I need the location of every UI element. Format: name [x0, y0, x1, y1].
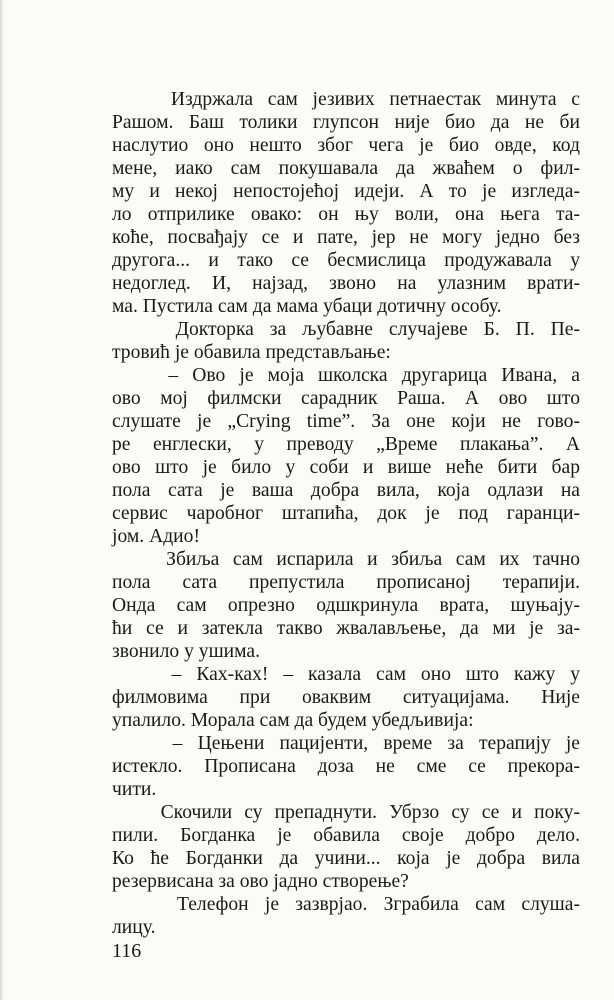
- text-line: коће, посвађају се и пате, јер не могу једно без: [112, 227, 580, 248]
- text-line: Докторка за љубавне случајеве Б. П. Пе-: [112, 319, 580, 340]
- text-line: Онда сам опрезно одшкринула врата, шуњају-: [112, 595, 580, 616]
- text-line: ло отприлике овако: он њу воли, она њега та-: [112, 204, 580, 225]
- text-line: ово што је било у соби и више неће бити бар: [112, 457, 580, 478]
- text-line: мене, иако сам покушавала да жваћем о фил-: [112, 158, 580, 179]
- text-line: филмовима при оваквим ситуацијама. Није: [112, 687, 580, 708]
- text-line: – Ках-ках! – казала сам оно што кажу у: [112, 664, 580, 685]
- text-line: Скочили су препаднути. Убрзо су се и поку-: [112, 802, 580, 823]
- text-line: чити.: [112, 779, 157, 800]
- text-line: резервисана за ово јадно створење?: [112, 871, 409, 892]
- text-line: јом. Адио!: [112, 526, 200, 547]
- text-line: ово мој филмски сарадник Раша. А ово што: [112, 388, 580, 409]
- page-number: 116: [112, 940, 142, 962]
- text-line: звонило у ушима.: [112, 641, 261, 662]
- text-line: Рашом. Баш толики глупсон није био да не би: [112, 112, 580, 133]
- text-line: ре енглески, у преводу „Време плакања”. А: [112, 434, 580, 455]
- text-line: пола сата је ваша добра вила, која одлази на: [112, 480, 580, 501]
- body-text: [112, 88, 580, 939]
- text-line: пили. Богданка је обавила своје добро дело.: [112, 825, 580, 846]
- text-line: упалило. Морала сам да будем убедљивија:: [112, 710, 474, 731]
- text-line: слушате је „Crying time”. За оне који не гово-: [112, 411, 580, 432]
- text-line: наслутио оно нешто због чега је био овде, код: [112, 135, 580, 156]
- text-line: Издржала сам језивих петнаестак минута с: [112, 89, 580, 110]
- text-line: недоглед. И, најзад, звоно на улазним врати-: [112, 273, 580, 294]
- text-line: тровић је обавила представљање:: [112, 342, 391, 363]
- text-line: – Цењени пацијенти, време за терапију је: [112, 733, 580, 754]
- text-line: – Ово је моја школска другарица Ивана, а: [112, 365, 580, 386]
- text-line: лицу.: [112, 917, 156, 938]
- text-line: сервис чаробног штапића, док је под гаранци-: [112, 503, 580, 524]
- text-line: пола сата препустила прописаној терапији.: [112, 572, 580, 593]
- text-line: ма. Пустила сам да мама убаци дотичну особу.: [112, 296, 502, 317]
- text-line: му и некој непостојећој идеји. А то је изгледа-: [112, 181, 580, 202]
- text-line: другога... и тако се бесмислица продужавала у: [112, 250, 580, 271]
- text-line: ћи се и затекла такво жвалављење, да ми је за-: [112, 618, 580, 639]
- text-line: истекло. Прописана доза не сме се прекора-: [112, 756, 580, 777]
- text-line: Збиља сам испарила и збиља сам их тачно: [112, 549, 580, 570]
- page-gutter-edge: [0, 0, 4, 1000]
- text-line: Ко ће Богданки да учини... која је добра вила: [112, 848, 580, 869]
- text-line: Телефон је зазврјао. Зграбила сам слуша-: [112, 894, 580, 915]
